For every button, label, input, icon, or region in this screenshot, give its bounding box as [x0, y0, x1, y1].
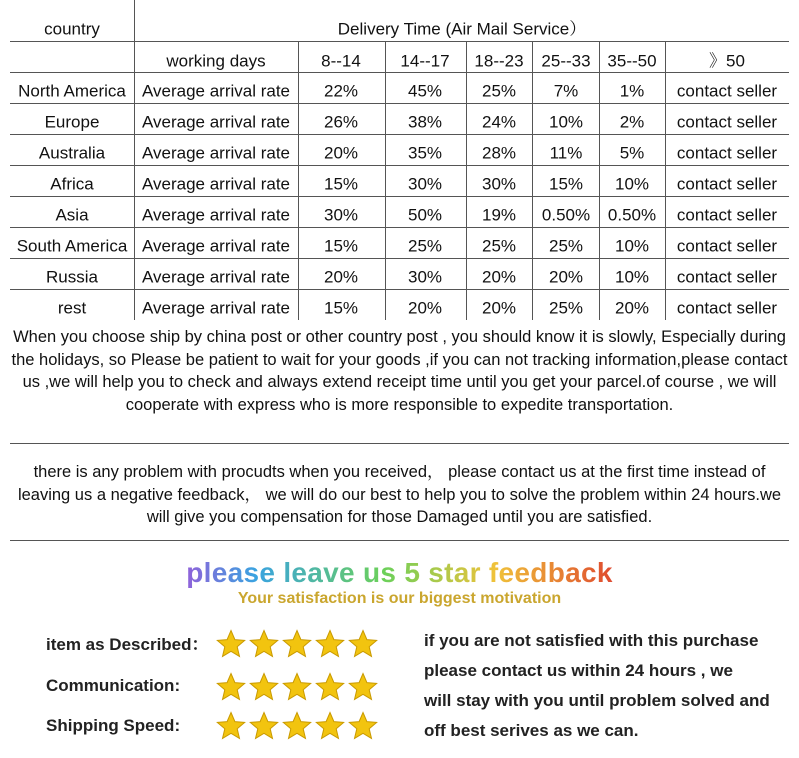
row-label: Average arrival rate [141, 112, 291, 132]
star-icon [216, 629, 246, 659]
row-value: 20% [323, 267, 359, 287]
row-country: Asia [55, 205, 89, 225]
table-rule [10, 72, 789, 73]
table-rule [10, 134, 789, 135]
row-value: 28% [481, 143, 517, 163]
row-value: contact seller [676, 112, 778, 132]
row-value: 15% [548, 174, 584, 194]
row-value: contact seller [676, 267, 778, 287]
star-icon [282, 672, 312, 702]
rating-label-communication: Communication: [46, 676, 181, 695]
row-country: Africa [50, 174, 94, 194]
day-range: 8--14 [321, 51, 361, 71]
star-icon [348, 672, 378, 702]
row-value: 35% [407, 143, 443, 163]
row-value: 20% [481, 298, 517, 318]
table-rule [10, 165, 789, 166]
satisfaction-message-line: will stay with you until problem solved and [424, 691, 770, 710]
star-icon [315, 672, 345, 702]
row-country: Europe [44, 112, 100, 132]
row-label: Average arrival rate [141, 81, 291, 101]
row-label: Average arrival rate [141, 143, 291, 163]
working-days-label: working days [166, 51, 266, 71]
row-value: 10% [548, 112, 584, 132]
table-rule [466, 41, 467, 320]
divider [10, 443, 789, 444]
star-icon [348, 711, 378, 741]
row-label: Average arrival rate [141, 267, 291, 287]
row-label: Average arrival rate [141, 298, 291, 318]
day-range: 18--23 [474, 51, 524, 71]
table-rule [10, 41, 789, 42]
row-value: 30% [407, 267, 443, 287]
row-value: contact seller [676, 236, 778, 256]
row-value: 20% [614, 298, 650, 318]
row-value: 20% [407, 298, 443, 318]
star-icon [282, 629, 312, 659]
satisfaction-message-line: if you are not satisfied with this purchase [424, 631, 759, 650]
star-icon [348, 629, 378, 659]
star-rating-communication [216, 672, 378, 702]
row-country: South America [16, 236, 128, 256]
row-value: 25% [407, 236, 443, 256]
table-rule [134, 0, 135, 320]
row-value: 25% [481, 81, 517, 101]
row-value: 25% [548, 236, 584, 256]
row-value: 15% [323, 174, 359, 194]
row-value: contact seller [676, 205, 778, 225]
star-icon [315, 629, 345, 659]
row-value: 30% [481, 174, 517, 194]
rating-label-described: item as Described： [46, 635, 209, 654]
table-rule [10, 103, 789, 104]
row-value: 45% [407, 81, 443, 101]
star-icon [315, 711, 345, 741]
feedback-subtitle: Your satisfaction is our biggest motivation [237, 590, 562, 607]
row-value: 22% [323, 81, 359, 101]
shipping-notice: When you choose ship by china post or other country post , you should know it is slowly, Especially during the holidays, so Please be patient to wait for your goods ,if you can not tracking information,please contact us ,we will help you to check and always extend receipt time until you get your parcel.of course , we will cooperate with express who is more responsible to expedite transportation. [11, 328, 788, 414]
country-header: country [44, 19, 100, 39]
rating-label-shipping: Shipping Speed: [46, 716, 181, 735]
row-value: 20% [548, 267, 584, 287]
row-value: 11% [549, 143, 583, 163]
day-range: 》50 [709, 51, 745, 71]
row-label: Average arrival rate [141, 174, 291, 194]
row-value: 5% [619, 143, 645, 163]
table-rule [665, 41, 666, 320]
satisfaction-message-line: please contact us within 24 hours , we [424, 661, 733, 680]
star-rating-shipping [216, 711, 378, 741]
row-value: contact seller [676, 174, 778, 194]
row-value: 20% [481, 267, 517, 287]
table-rule [298, 41, 299, 320]
day-range: 25--33 [541, 51, 591, 71]
table-rule [532, 41, 533, 320]
row-country: Australia [38, 143, 106, 163]
row-label: Average arrival rate [141, 205, 291, 225]
divider [10, 540, 789, 541]
row-value: 1% [619, 81, 645, 101]
star-icon [282, 711, 312, 741]
star-icon [249, 711, 279, 741]
row-value: 30% [407, 174, 443, 194]
delivery-time-table [0, 0, 799, 320]
row-value: 15% [323, 236, 359, 256]
table-rule [385, 41, 386, 320]
star-rating-described [216, 629, 378, 659]
star-icon [216, 711, 246, 741]
row-value: 50% [407, 205, 443, 225]
row-value: 10% [614, 174, 650, 194]
row-value: 25% [481, 236, 517, 256]
row-value: 2% [619, 112, 645, 132]
row-value: contact seller [676, 298, 778, 318]
row-label: Average arrival rate [141, 236, 291, 256]
row-value: 7% [553, 81, 579, 101]
row-country: North America [18, 81, 126, 101]
star-icon [216, 672, 246, 702]
row-value: 0.50% [541, 205, 591, 225]
row-value: 10% [614, 267, 650, 287]
star-icon [249, 629, 279, 659]
row-value: contact seller [676, 143, 778, 163]
row-value: 26% [323, 112, 359, 132]
day-range: 14--17 [400, 51, 450, 71]
satisfaction-message-line: off best serives as we can. [424, 721, 639, 740]
problem-notice: there is any problem with procudts when you received， please contact us at the first time instead of leaving us a negative feedback， we will do our best to help you to solve the problem within 24 hours.we will give you compensation for those Damaged until you are satisfied. [17, 463, 782, 526]
table-rule [10, 227, 789, 228]
row-value: 24% [481, 112, 517, 132]
table-rule [599, 41, 600, 320]
row-value: 15% [323, 298, 359, 318]
row-value: 38% [407, 112, 443, 132]
row-value: 25% [548, 298, 584, 318]
star-icon [249, 672, 279, 702]
row-value: 10% [614, 236, 650, 256]
table-rule [10, 289, 789, 290]
table-rule [10, 258, 789, 259]
day-range: 35--50 [607, 51, 657, 71]
table-title: Delivery Time (Air Mail Service） [337, 19, 587, 39]
row-value: 30% [323, 205, 359, 225]
row-value: 0.50% [607, 205, 657, 225]
row-country: rest [57, 298, 87, 318]
row-value: 20% [323, 143, 359, 163]
table-rule [10, 196, 789, 197]
row-value: contact seller [676, 81, 778, 101]
feedback-title: please leave us 5 star feedback [0, 556, 799, 590]
row-country: Russia [46, 267, 98, 287]
row-value: 19% [481, 205, 517, 225]
